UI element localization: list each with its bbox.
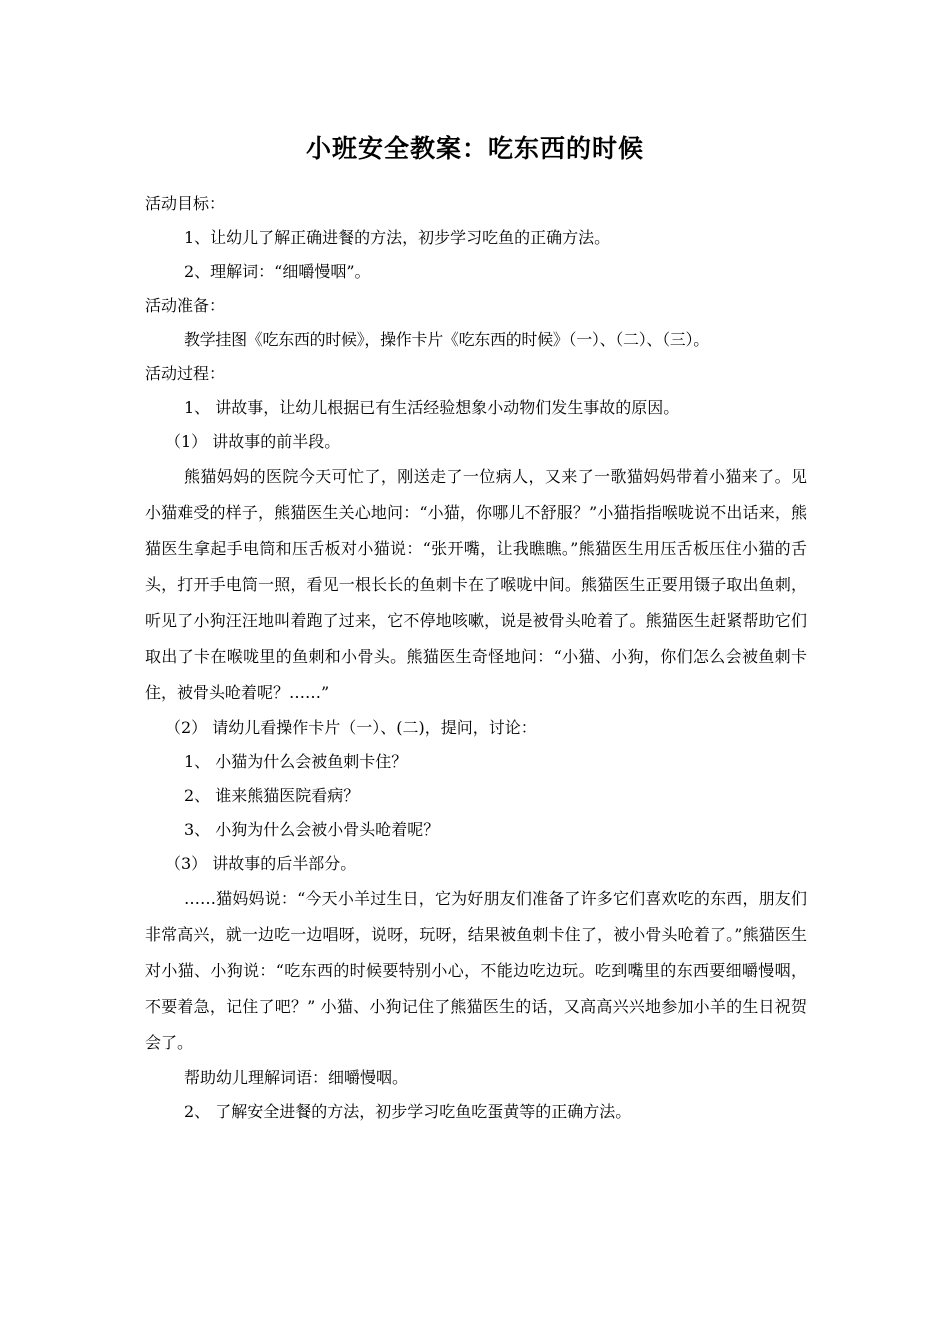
process-sub-3: （3） 讲故事的后半部分。 (165, 854, 357, 873)
story-paragraph-1: 熊猫妈妈的医院今天可忙了，刚送走了一位病人，又来了一歌猫妈妈带着小猫来了。见小猫难受的样子，熊猫医生关心地问：“小猫，你哪儿不舒服？”小猫指指喉咙说不出话来，熊猫医生拿起手电筒和压舌板对小猫说：“张开嘴，让我瞧瞧。”熊猫医生用压舌板压住小猫的舌头，打开手电筒一照，看见一根长长的鱼刺卡在了喉咙中间。熊猫医生正要用镊子取出鱼刺，听见了小狗汪汪地叫着跑了过来，它不停地咳嗽，说是被骨头呛着了。熊猫医生赶紧帮助它们取出了卡在喉咙里的鱼刺和小骨头。熊猫医生奇怪地问：“小猫、小狗，你们怎么会被鱼刺卡住，被骨头呛着呢？……” (145, 467, 807, 702)
process-heading: 活动过程： (145, 364, 226, 383)
process-step-2: 2、 了解安全进餐的方法，初步学习吃鱼吃蛋黄等的正确方法。 (184, 1102, 632, 1121)
question-2: 2、 谁来熊猫医院看病？ (184, 786, 360, 805)
process-step-1: 1、 讲故事，让幼儿根据已有生活经验想象小动物们发生事故的原因。 (184, 398, 680, 417)
goal-item-2: 2、理解词：“细嚼慢咽”。 (184, 262, 371, 281)
story-paragraph-2: ……猫妈妈说：“今天小羊过生日，它为好朋友们准备了许多它们喜欢吃的东西，朋友们非常高兴，就一边吃一边唱呀，说呀，玩呀，结果被鱼刺卡住了，被小骨头呛着了。”熊猫医生对小猫、小狗说：“吃东西的时候要特别小心，不能边吃边玩。吃到嘴里的东西要细嚼慢咽，不要着急，记住了吧？” 小猫、小狗记住了熊猫医生的话，又高高兴兴地参加小羊的生日祝贺会了。 (145, 889, 807, 1052)
goal-item-1: 1、让幼儿了解正确进餐的方法，初步学习吃鱼的正确方法。 (184, 228, 611, 247)
help-line: 帮助幼儿理解词语：细嚼慢咽。 (184, 1068, 409, 1087)
goal-heading: 活动目标： (145, 194, 226, 213)
question-3: 3、 小狗为什么会被小骨头呛着呢？ (184, 820, 440, 839)
document-body (145, 187, 807, 1129)
process-sub-1: （1） 讲故事的前半段。 (165, 432, 341, 451)
document-title: 小班安全教案：吃东西的时候 (305, 134, 644, 163)
question-1: 1、 小猫为什么会被鱼刺卡住？ (184, 752, 408, 771)
prep-text: 教学挂图《吃东西的时候》，操作卡片《吃东西的时候》（一）、（二）、（三）。 (184, 330, 709, 349)
prep-heading: 活动准备： (145, 296, 226, 315)
process-sub-2: （2） 请幼儿看操作卡片（一）、(二)，提问，讨论： (165, 718, 537, 737)
